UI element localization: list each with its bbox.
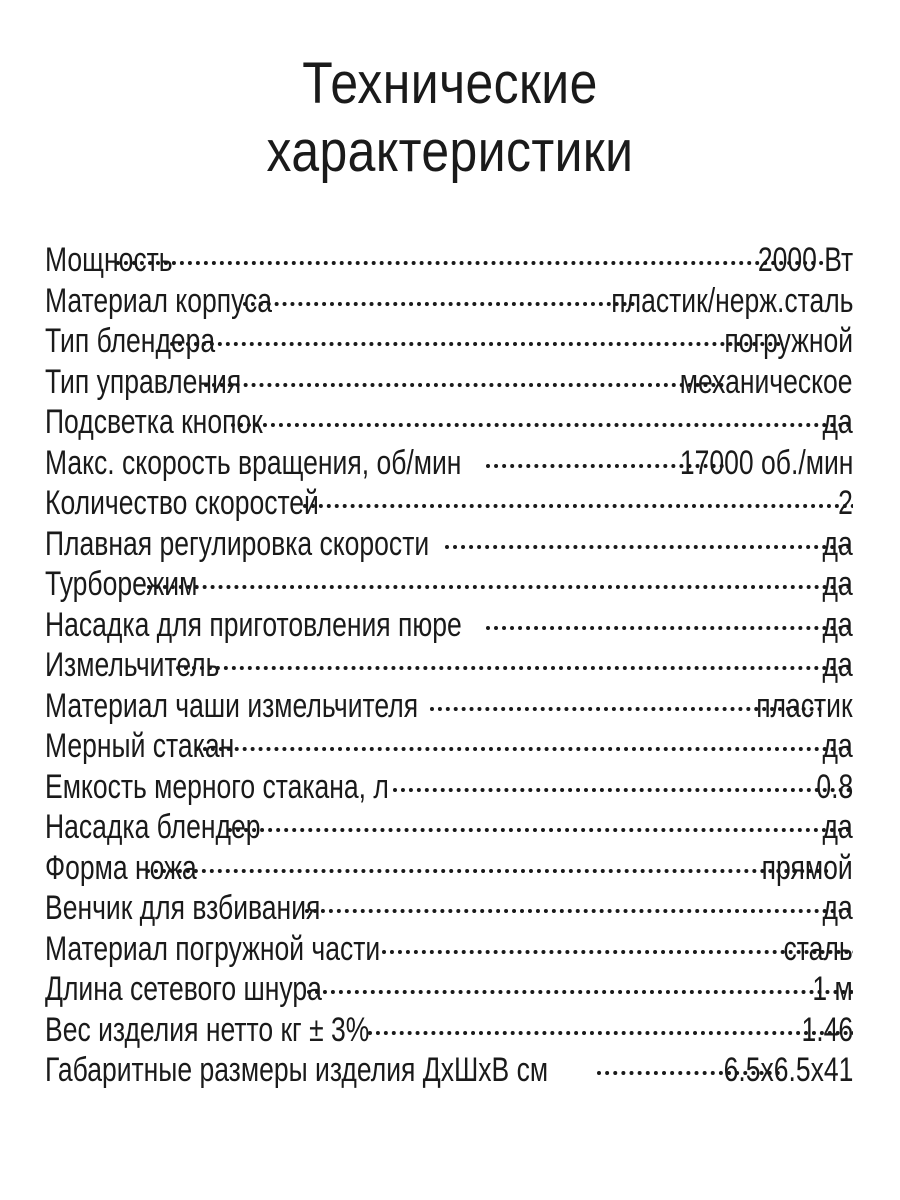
spec-value: 6.5x6.5x41 [723, 1051, 853, 1089]
spec-value: 1.46 [801, 1010, 853, 1049]
spec-label: Мерный стакан [45, 727, 235, 765]
title-line-2: характеристики [266, 119, 634, 184]
spec-row-button-backlight [45, 402, 853, 443]
spec-label: Материал погружной части [45, 929, 381, 968]
spec-label: Вес изделия нетто кг ± 3% [45, 1010, 370, 1049]
dot-leader [303, 504, 853, 508]
spec-value: прямой [762, 848, 853, 887]
spec-label: Габаритные размеры изделия ДхШхВ см [45, 1051, 549, 1089]
spec-list [45, 240, 853, 1091]
dot-leader [368, 1031, 853, 1035]
spec-value: да [822, 565, 853, 603]
spec-label: Насадка блендер [45, 808, 261, 846]
spec-value: пластик [756, 686, 853, 725]
spec-row-speed-count [45, 483, 853, 524]
spec-row-blender-type [45, 321, 853, 362]
spec-value: 2000 Вт [757, 241, 853, 279]
spec-value: да [822, 808, 853, 846]
spec-row-turbo [45, 564, 853, 605]
spec-row-chopper [45, 645, 853, 686]
spec-row-whisk [45, 888, 853, 929]
spec-value: 0.8 [816, 767, 853, 806]
spec-row-shaft-material [45, 929, 853, 970]
dot-leader [204, 383, 725, 387]
dot-leader [146, 869, 829, 873]
dot-leader [170, 342, 781, 346]
spec-label: Насадка для приготовления пюре [45, 605, 462, 644]
dot-leader [147, 585, 853, 589]
spec-value: да [822, 403, 853, 441]
spec-value: да [822, 605, 853, 644]
title-line-1: Технические [302, 51, 598, 116]
spec-row-chopper-bowl-material [45, 686, 853, 727]
dot-leader [228, 828, 853, 832]
dot-leader [243, 302, 635, 306]
spec-row-net-weight [45, 1010, 853, 1051]
spec-label: Форма ножа [45, 848, 197, 887]
spec-value: механическое [680, 362, 853, 401]
dot-leader [116, 261, 824, 265]
spec-row-dimensions [45, 1050, 853, 1091]
spec-row-control-type [45, 362, 853, 403]
spec-row-power [45, 240, 853, 281]
dot-leader [445, 545, 853, 549]
spec-label: Длина сетевого шнура [45, 970, 322, 1008]
spec-label: Измельчитель [45, 646, 220, 684]
dot-leader [393, 788, 853, 792]
page-title [63, 50, 837, 186]
dot-leader [382, 950, 853, 954]
spec-value: пластик/нерж.сталь [610, 281, 853, 320]
spec-row-blender-attachment [45, 807, 853, 848]
spec-row-puree-attachment [45, 605, 853, 646]
spec-value: да [822, 524, 853, 563]
spec-label: Турборежим [45, 565, 198, 603]
spec-label: Макс. скорость вращения, об/мин [45, 443, 462, 482]
spec-label: Тип блендера [45, 322, 216, 360]
dot-leader [176, 666, 853, 670]
spec-label: Венчик для взбивания [45, 889, 321, 927]
spec-row-body-material [45, 281, 853, 322]
spec-label: Мощность [45, 241, 173, 279]
spec-row-smooth-speed [45, 524, 853, 565]
spec-label: Тип управления [45, 362, 242, 401]
dot-leader [307, 990, 853, 994]
spec-label: Подсветка кнопок [45, 403, 263, 441]
spec-value: погружной [724, 322, 853, 360]
dot-leader [305, 909, 853, 913]
spec-value: 2 [838, 484, 853, 522]
spec-value: 17000 об./мин [679, 443, 853, 482]
spec-label: Емкость мерного стакана, л [45, 767, 389, 806]
spec-value: да [822, 727, 853, 765]
spec-value: 1 м [812, 970, 853, 1008]
dot-leader [231, 423, 853, 427]
spec-label: Количество скоростей [45, 484, 319, 522]
dot-leader [195, 747, 853, 751]
spec-row-measuring-cup [45, 726, 853, 767]
spec-row-cord-length [45, 969, 853, 1010]
spec-value: да [822, 646, 853, 684]
spec-label: Материал корпуса [45, 281, 273, 320]
spec-value: да [822, 889, 853, 927]
spec-label: Плавная регулировка скорости [45, 524, 430, 563]
spec-row-blade-shape [45, 848, 853, 889]
spec-row-cup-capacity [45, 767, 853, 808]
spec-label: Материал чаши измельчителя [45, 686, 419, 725]
spec-row-max-speed [45, 443, 853, 484]
spec-value: сталь [783, 929, 853, 968]
dot-leader [486, 626, 853, 630]
